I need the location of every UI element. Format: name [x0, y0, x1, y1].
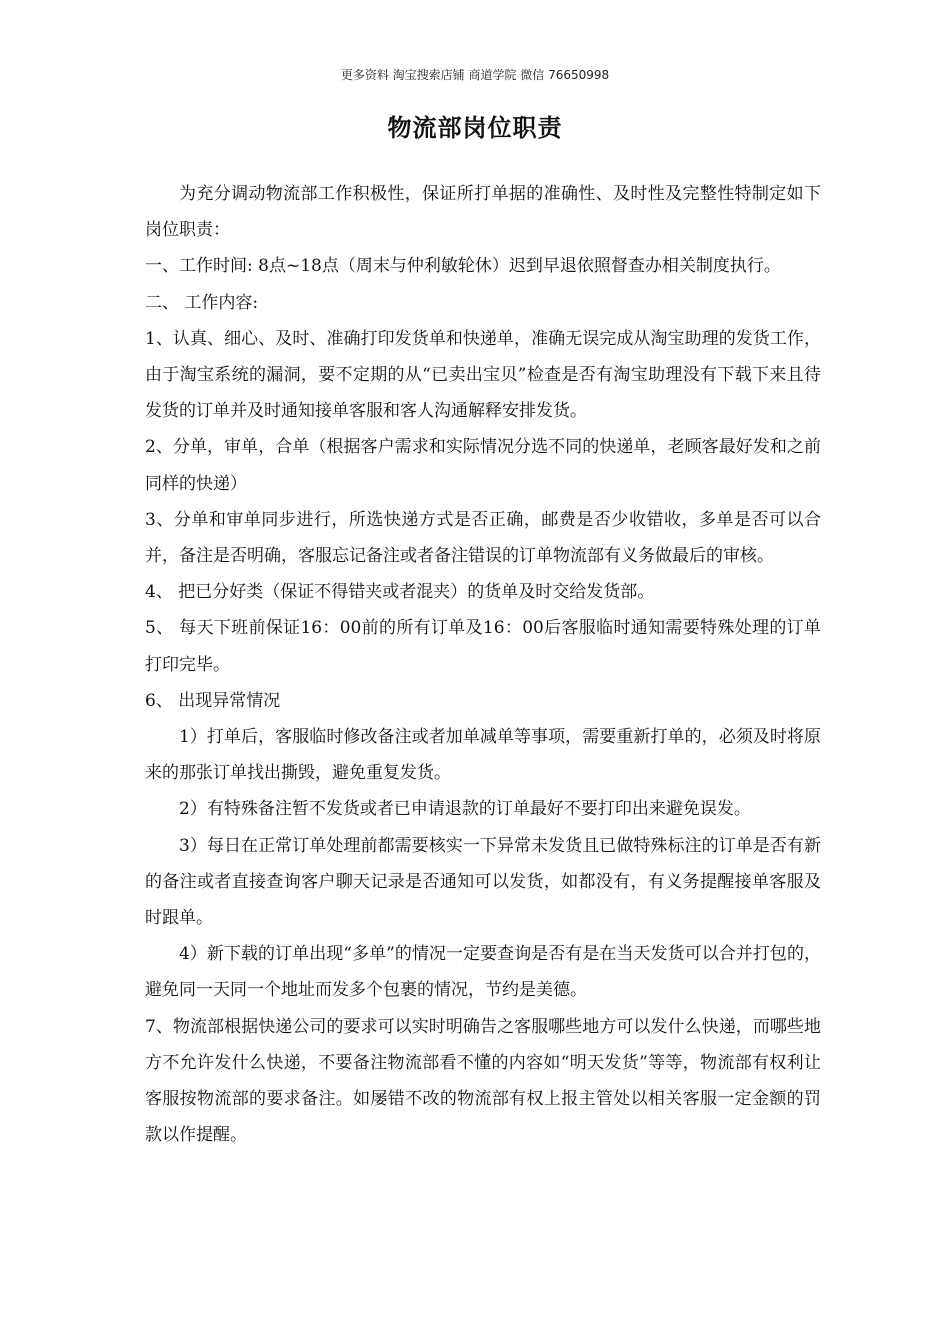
- page-title: 物流部岗位职责: [387, 113, 563, 142]
- exception-item-2: 2）有特殊备注暂不发货或者已申请退款的订单最好不要打印出来避免误发。: [179, 799, 751, 820]
- duty-item-6: 6、 出现异常情况: [145, 690, 281, 711]
- section-work-content-heading: 二、 工作内容:: [145, 292, 259, 313]
- exception-item-1: 1）打单后，客服临时修改备注或者加单减单等事项，需要重新打单的，必须及时将原来的那张订单找出撕毁，避免重复发货。: [145, 727, 821, 784]
- intro-paragraph: 为充分调动物流部工作积极性，保证所打单据的准确性、及时性及完整性特制定如下岗位职责：: [145, 184, 821, 241]
- duty-item-1: 1、认真、细心、及时、准确打印发货单和快递单，准确无误完成从淘宝助理的发货工作，由于淘宝系统的漏洞，要不定期的从“已卖出宝贝”检查是否有淘宝助理没有下载下来且待发货的订单并及时通知接单客服和客人沟通解释安排发货。: [145, 328, 821, 422]
- duty-item-3: 3、分单和审单同步进行，所选快递方式是否正确，邮费是否少收错收，多单是否可以合并，备注是否明确，客服忘记备注或者备注错误的订单物流部有义务做最后的审核。: [145, 509, 821, 567]
- exception-item-3: 3）每日在正常订单处理前都需要核实一下异常未发货且已做特殊标注的订单是否有新的备注或者直接查询客户聊天记录是否通知可以发货，如都没有，有义务提醒接单客服及时跟单。: [145, 835, 821, 929]
- document-body: [145, 176, 821, 1153]
- exception-item-4: 4）新下载的订单出现“多单”的情况一定要查询是否有是在当天发货可以合并打包的，避免同一天同一个地址而发多个包裹的情况，节约是美德。: [145, 944, 821, 1001]
- duty-item-4: 4、 把已分好类（保证不得错夹或者混夹）的货单及时交给发货部。: [145, 582, 655, 603]
- duty-item-5: 5、 每天下班前保证16：00前的所有订单及16：00后客服临时通知需要特殊处理的订单打印完毕。: [145, 618, 821, 675]
- duty-item-7: 7、物流部根据快递公司的要求可以实时明确告之客服哪些地方可以发什么快递，而哪些地方不允许发什么快递，不要备注物流部看不懂的内容如“明天发货”等等，物流部有权利让客服按物流部的要求备注。如屡错不改的物流部有权上报主管处以相关客服一定金额的罚款以作提醒。: [145, 1016, 821, 1146]
- section-work-hours: 一、工作时间: 8点~18点（周末与仲利敏轮休）迟到早退依照督查办相关制度执行。: [145, 256, 781, 277]
- header-note: 更多资料 淘宝搜索店铺 商道学院 微信 76650998: [340, 68, 610, 82]
- duty-item-2: 2、分单，审单，合单（根据客户需求和实际情况分选不同的快递单，老顾客最好发和之前同样的快递）: [145, 437, 821, 494]
